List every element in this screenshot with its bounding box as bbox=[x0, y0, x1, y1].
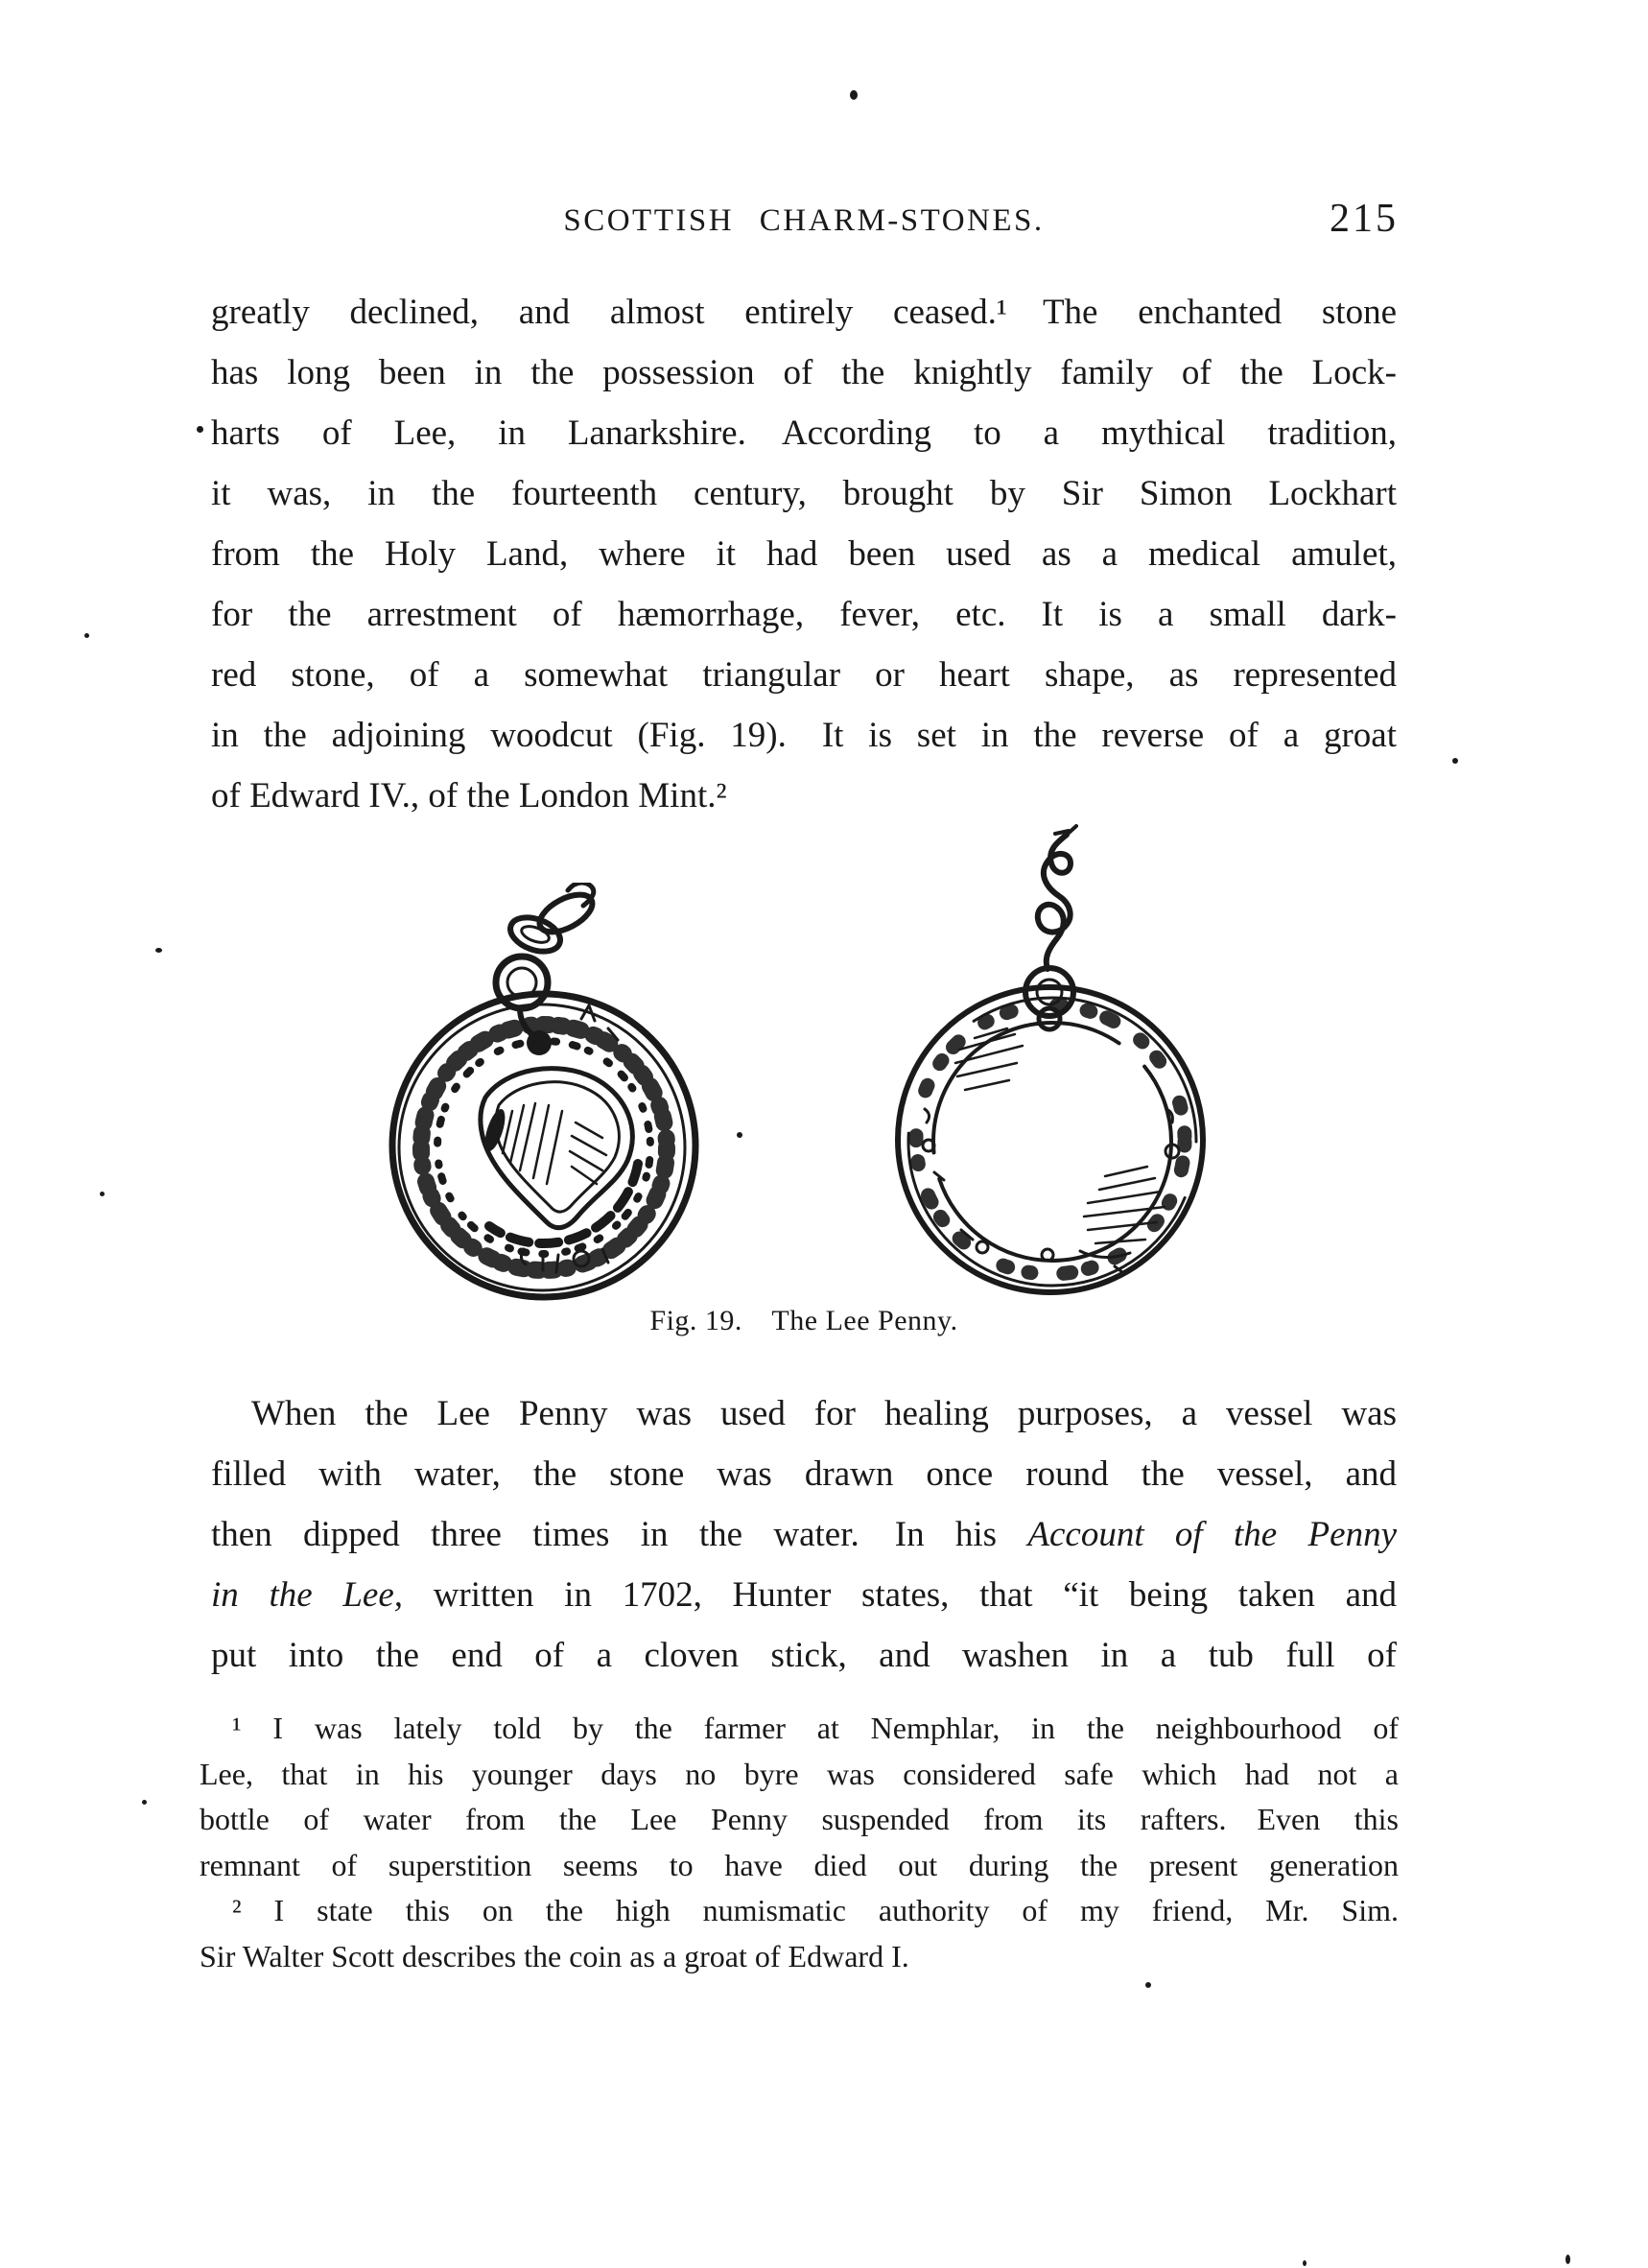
text-line: red stone, of a somewhat triangular or heart shape, as represented bbox=[211, 655, 1397, 695]
footnote-line: remnant of superstition seems to have died out during the present generation bbox=[200, 1847, 1399, 1882]
figure-caption: Fig. 19. The Lee Penny. bbox=[649, 1305, 958, 1336]
ink-speck bbox=[142, 1800, 147, 1805]
text-line: filled with water, the stone was drawn once round the vessel, and bbox=[211, 1454, 1397, 1494]
footnote-line: Sir Walter Scott describes the coin as a groat of Edward I. bbox=[200, 1938, 909, 1973]
ink-speck bbox=[1566, 2255, 1570, 2264]
text-line: from the Holy Land, where it had been used as a medical amulet, bbox=[211, 534, 1397, 574]
ink-speck bbox=[84, 633, 89, 638]
text-line: it was, in the fourteenth century, brought by Sir Simon Lockhart bbox=[211, 474, 1397, 513]
footnote-line: ¹ I was lately told by the farmer at Nemphlar, in the neighbourhood of bbox=[232, 1711, 1399, 1745]
page-number: 215 bbox=[1330, 197, 1399, 241]
text-line: in the adjoining woodcut (Fig. 19). It is set in the reverse of a groat bbox=[211, 716, 1397, 755]
ink-speck bbox=[1303, 2260, 1307, 2266]
ink-speck bbox=[737, 1132, 742, 1138]
lee-penny-obverse-illustration bbox=[380, 883, 727, 1316]
ink-speck bbox=[100, 1192, 105, 1196]
text-line: harts of Lee, in Lanarkshire. According to a mythical tradition, bbox=[211, 413, 1397, 453]
page-title: SCOTTISH CHARM-STONES. bbox=[563, 203, 1045, 238]
footnotes bbox=[200, 1706, 1399, 1979]
lee-penny-reverse-illustration bbox=[879, 821, 1230, 1311]
ink-speck bbox=[197, 426, 203, 433]
footnote-line: Lee, that in his younger days no byre was considered safe which had not a bbox=[200, 1756, 1399, 1791]
paragraph-2 bbox=[211, 1383, 1397, 1686]
text-line: When the Lee Penny was used for healing purposes, a vessel was bbox=[251, 1394, 1397, 1433]
paragraph-1 bbox=[211, 282, 1397, 826]
text-line: put into the end of a cloven stick, and washen in a tub full of bbox=[211, 1636, 1397, 1675]
ink-speck bbox=[1452, 758, 1458, 764]
text-line: greatly declined, and almost entirely ceased.¹ The enchanted stone bbox=[211, 293, 1397, 332]
ink-speck bbox=[1145, 1982, 1151, 1988]
ink-speck bbox=[155, 948, 162, 953]
text-line: of Edward IV., of the London Mint.² bbox=[211, 776, 727, 815]
ink-speck bbox=[850, 90, 858, 100]
text-line: in the Lee, written in 1702, Hunter states, that “it being taken and bbox=[211, 1575, 1398, 1615]
footnote-line: ² I state this on the high numismatic authority of my friend, Mr. Sim. bbox=[232, 1893, 1399, 1927]
text-line: has long been in the possession of the knightly family of the Lock- bbox=[211, 353, 1397, 392]
running-header bbox=[211, 197, 1399, 257]
text-line: then dipped three times in the water. In his Account of the Penny bbox=[211, 1515, 1397, 1554]
text-line: for the arrestment of hæmorrhage, fever, etc. It is a small dark- bbox=[211, 595, 1397, 634]
footnote-line: bottle of water from the Lee Penny suspended from its rafters. Even this bbox=[200, 1802, 1399, 1836]
